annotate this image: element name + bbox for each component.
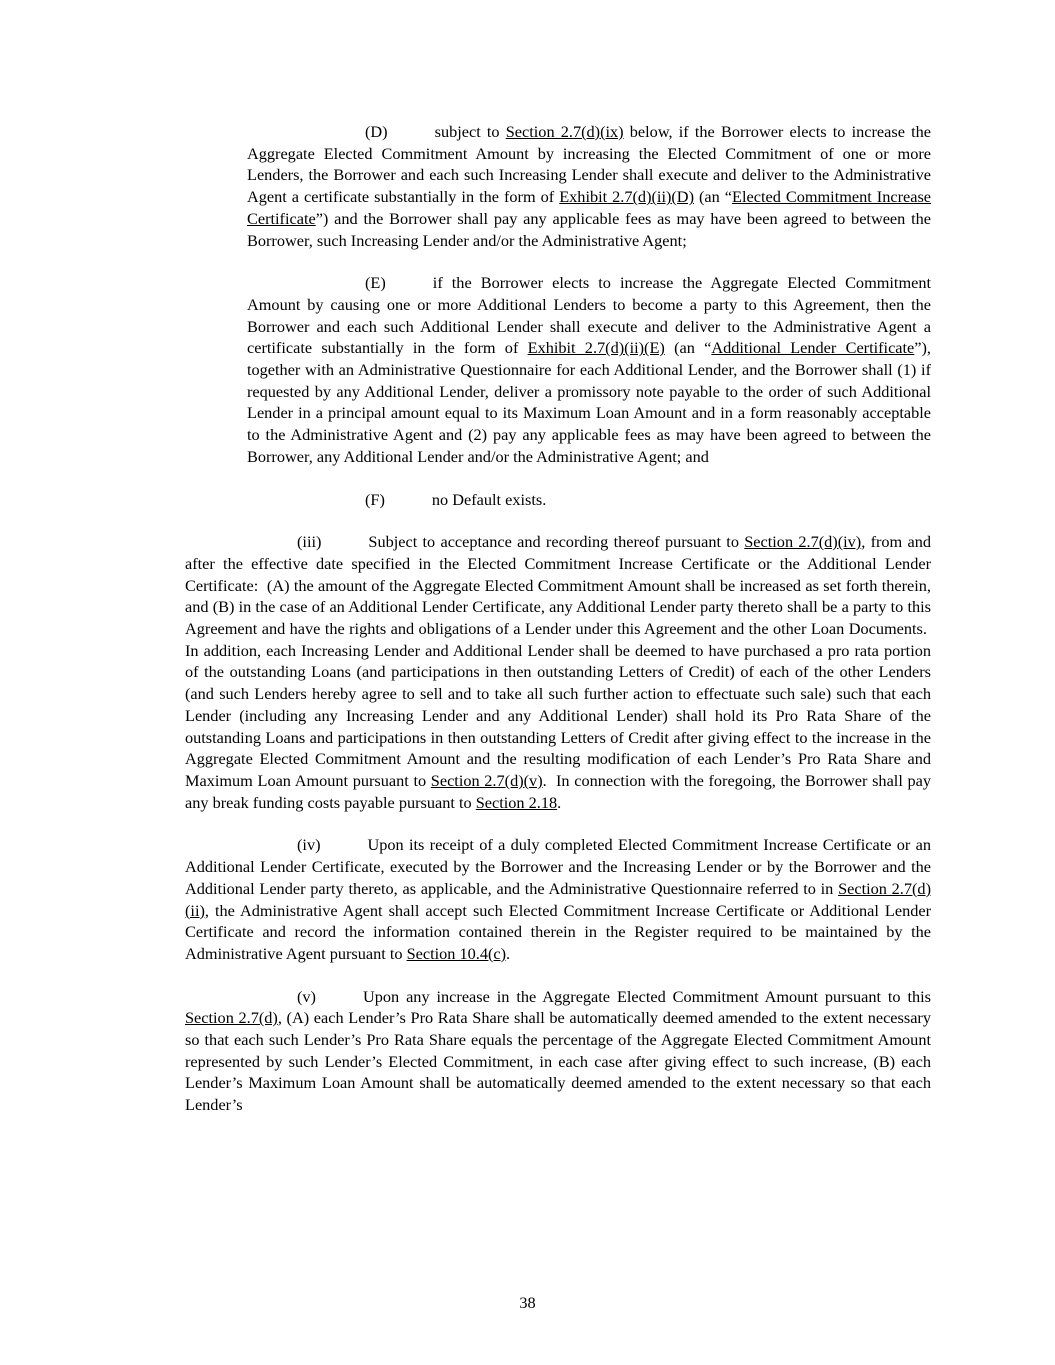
text-run: ”) and the Borrower shall pay any applicable fees as may have been agreed to between the Borrower, such Increasing Lender and/or the Administrative Agent; [247,208,931,250]
text-run: . [506,943,511,963]
section-reference: Exhibit 2.7(d)(ii)(E) [527,338,665,358]
paragraph-marker: (D) [365,122,388,141]
text-run: Upon its receipt of a duly completed Elected Commitment Increase Certificate or an Additional Lender Certificate, executed by the Borrower and the Increasing Lender or by the Borrower and the Additional Lender party thereto, as applicable, and the Administrative Questionnaire referred to in [185,835,931,898]
text-run: . In connection with the foregoing, the Borrower shall pay any break funding costs payable pursuant to [185,770,932,812]
text-run: below, if the Borrower elects to increase the Aggregate Elected Commitment Amount by increasing the Elected Commitment of one or more Lenders, the Borrower and each such Increasing Lender shall execute and deliver to the Administrative Agent a certificate substantially in the form of [247,122,931,207]
section-reference: Section 2.7(d)(v) [430,770,543,790]
text-run: no Default exists. [431,489,547,509]
tab-spacer [386,287,433,288]
tab-spacer [388,136,435,137]
paragraph-marker: (iii) [297,532,322,552]
section-reference: Section 2.7(d)(ix) [505,122,624,141]
section-reference: Section 2.7(d) [185,1008,278,1028]
paragraph-F [247,489,931,511]
tab-spacer [316,1001,363,1002]
text-run: , (A) each Lender’s Pro Rata Share shall be automatically deemed amended to the extent necessary so that each such Lender’s Pro Rata Share equals the percentage of the Aggregate Elected Commitment Amount represented by such Lender’s Elected Commitment, in each case after giving effect to such increase, (B) each Lender’s Maximum Loan Amount shall be automatically deemed amended to the extent necessary so that each Lender’s [185,1008,931,1115]
section-reference: Exhibit 2.7(d)(ii)(D) [559,187,694,207]
paragraph-iv [185,834,931,964]
paragraph-v [185,986,931,1116]
text-run: Upon any increase in the Aggregate Elected Commitment Amount pursuant to this [362,986,931,1006]
tab-spacer [321,849,368,850]
document-body [185,121,931,1137]
paragraph-E [247,272,931,467]
section-reference: Elected Commitment Increase Certificate [247,187,932,228]
text-run: subject to [434,122,506,141]
text-run: Subject to acceptance and recording thereof pursuant to [368,532,745,552]
section-reference: Section 2.7(d)(ii) [185,878,931,920]
paragraph-marker: (v) [297,986,316,1006]
tab-spacer [385,504,432,505]
paragraph-iii [185,531,931,813]
text-run: , from and after the effective date specified in the Elected Commitment Increase Certificate or the Additional Lender Certificate: (A) the amount of the Aggregate Elected Commitment Amount shall be increased as set forth therein, and (B) in the case of an Additional Lender Certificate, any Additional Lender party thereto shall be a party to this Agreement and have the rights and obligations of a Lender under this Agreement and the other Loan Documents. In addition, each Increasing Lender and Additional Lender shall be deemed to have purchased a pro rata portion of the outstanding Loans (and participations in then outstanding Letters of Credit) of each of the other Lenders (and such Lenders hereby agree to sell and to take all such further action to effectuate such sale) such that each Lender (including any Increasing Lender and any Additional Lender) shall hold its Pro Rata Share of the outstanding Loans and participations in then outstanding Letters of Credit after giving effect to the increase in the Aggregate Elected Commitment Amount and the resulting modification of each Lender’s Pro Rata Share and Maximum Loan Amount pursuant to [185,532,931,790]
page-number: 38 [519,1293,536,1312]
paragraph-marker: (E) [365,273,386,293]
section-reference: Section 10.4(c) [406,943,507,963]
text-run: (an “ [664,338,712,358]
section-reference: Section 2.7(d)(iv) [744,532,862,552]
text-run: ”), together with an Administrative Questionnaire for each Additional Lender, and the Borrower shall (1) if requested by any Additional Lender, deliver a promissory note payable to the order of such Additional Lender in a principal amount equal to its Maximum Loan Amount and in a form reasonably acceptable to the Administrative Agent and (2) pay any applicable fees as may have been agreed to between the Borrower, any Additional Lender and/or the Administrative Agent; and [247,338,931,466]
text-run: , the Administrative Agent shall accept such Elected Commitment Increase Certificate or Additional Lender Certificate and record the information contained therein in the Register required to be maintained by the Administrative Agent pursuant to [185,900,931,963]
paragraph-marker: (F) [365,489,385,509]
section-reference: Section 2.18 [475,792,558,812]
text-run: (an “ [694,187,733,207]
section-reference: Additional Lender Certificate [711,338,915,358]
text-run: if the Borrower elects to increase the Aggregate Elected Commitment Amount by causing one or more Additional Lenders to become a party to this Agreement, then the Borrower and each such Additional Lender shall execute and deliver to the Administrative Agent a certificate substantially in the form of [247,273,931,358]
tab-spacer [321,546,368,547]
text-run: . [557,792,562,812]
paragraph-D [247,121,931,251]
paragraph-marker: (iv) [297,835,321,855]
